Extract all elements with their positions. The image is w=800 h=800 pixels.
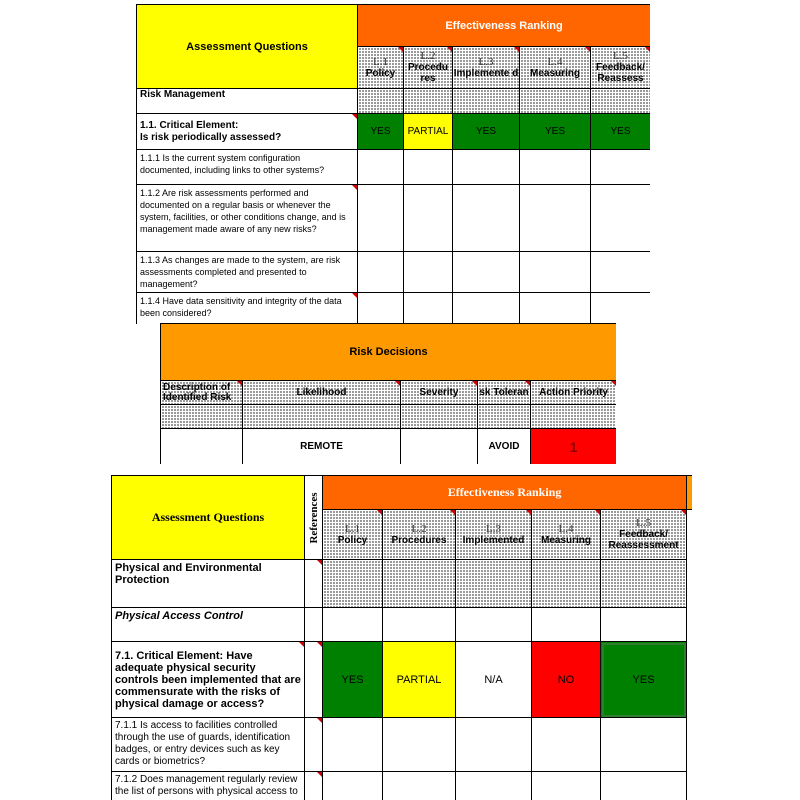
- assessment-questions-header-2[interactable]: Assessment Questions: [112, 476, 305, 560]
- critical-element-1-1[interactable]: 1.1. Critical Element: Is risk periodically assessed?: [137, 114, 358, 150]
- references-header[interactable]: References: [305, 476, 323, 560]
- ce-1-1-measuring-cell[interactable]: YES: [520, 114, 591, 150]
- effectiveness-ranking-header-2[interactable]: Effectiveness Ranking: [323, 476, 687, 510]
- col-action-priority[interactable]: Action Priority: [531, 381, 617, 405]
- critical-element-7-1[interactable]: 7.1. Critical Element: Have adequate physical security controls been implemented that are commensurate with the risks of physical damage or access?: [112, 642, 305, 718]
- level-header-2-l2[interactable]: L.2 Procedures: [383, 510, 456, 560]
- risk-decisions-header[interactable]: Risk Decisions: [161, 324, 617, 381]
- question-7-1-1[interactable]: 7.1.1 Is access to facilities controlled through the use of guards, identification badges, or entry devices such as key cards or biometrics?: [112, 718, 305, 772]
- risk-decisions-sheet: [160, 323, 616, 464]
- level-header-l3[interactable]: L.3 Implemente d: [453, 47, 520, 89]
- question-1-1-2[interactable]: 1.1.2 Are risk assessments performed and documented on a regular basis or whenever the system, facilities, or other conditions change, and is management made aware of any new risks?: [137, 185, 358, 252]
- subsection-physical-access-control[interactable]: Physical Access Control: [112, 608, 305, 642]
- level-header-2-l3[interactable]: L.3 Implemented: [456, 510, 532, 560]
- risk-tolerance-cell[interactable]: AVOID: [478, 429, 531, 465]
- ce-1-1-feedback-cell[interactable]: YES: [591, 114, 651, 150]
- ce-7-1-measuring-cell[interactable]: NO: [532, 642, 601, 718]
- col-likelihood[interactable]: Likelihood: [243, 381, 401, 405]
- level-header-l1[interactable]: L.1 Policy: [358, 47, 404, 89]
- col-severity[interactable]: Severity: [401, 381, 478, 405]
- level-header-2-l1[interactable]: L.1 Policy: [323, 510, 383, 560]
- ce-1-1-implemented-cell[interactable]: YES: [453, 114, 520, 150]
- question-1-1-1[interactable]: 1.1.1 Is the current system configuration documented, including links to other systems?: [137, 150, 358, 185]
- action-priority-cell[interactable]: 1: [531, 429, 617, 465]
- col-description[interactable]: Description of Identified Risk: [161, 381, 243, 405]
- level-header-l2[interactable]: L.2 Procedu res: [404, 47, 453, 89]
- ce-1-1-procedures-cell[interactable]: PARTIAL: [404, 114, 453, 150]
- physical-protection-sheet: [111, 475, 692, 800]
- likelihood-cell[interactable]: REMOTE: [243, 429, 401, 465]
- ce-7-1-feedback-cell[interactable]: YES: [601, 642, 687, 718]
- ce-7-1-procedures-cell[interactable]: PARTIAL: [383, 642, 456, 718]
- question-1-1-4[interactable]: 1.1.4 Have data sensitivity and integrity of the data been considered?: [137, 293, 358, 325]
- question-7-1-2[interactable]: 7.1.2 Does management regularly review the list of persons with physical access to: [112, 772, 305, 800]
- risk-description-cell[interactable]: [161, 429, 243, 465]
- section-physical-environmental[interactable]: Physical and Environmental Protection: [112, 560, 305, 608]
- severity-cell[interactable]: [401, 429, 478, 465]
- ce-1-1-policy-cell[interactable]: YES: [358, 114, 404, 150]
- question-1-1-3[interactable]: 1.1.3 As changes are made to the system, are risk assessments completed and presented to management?: [137, 252, 358, 293]
- col-risk-tolerance[interactable]: sk Toleran: [478, 381, 531, 405]
- level-header-l4[interactable]: L.4 Measuring: [520, 47, 591, 89]
- ce-7-1-policy-cell[interactable]: YES: [323, 642, 383, 718]
- section-risk-management[interactable]: Risk Management: [137, 89, 358, 114]
- assessment-questions-header[interactable]: Assessment Questions: [137, 5, 358, 89]
- level-header-2-l4[interactable]: L.4 Measuring: [532, 510, 601, 560]
- risk-management-sheet: [136, 4, 650, 324]
- level-header-2-l5[interactable]: L.5 Feedback/ Reassessment: [601, 510, 687, 560]
- level-header-l5[interactable]: L.5 Feedback/ Reassess: [591, 47, 651, 89]
- ce-7-1-implemented-cell[interactable]: N/A: [456, 642, 532, 718]
- effectiveness-ranking-header[interactable]: Effectiveness Ranking: [358, 5, 651, 47]
